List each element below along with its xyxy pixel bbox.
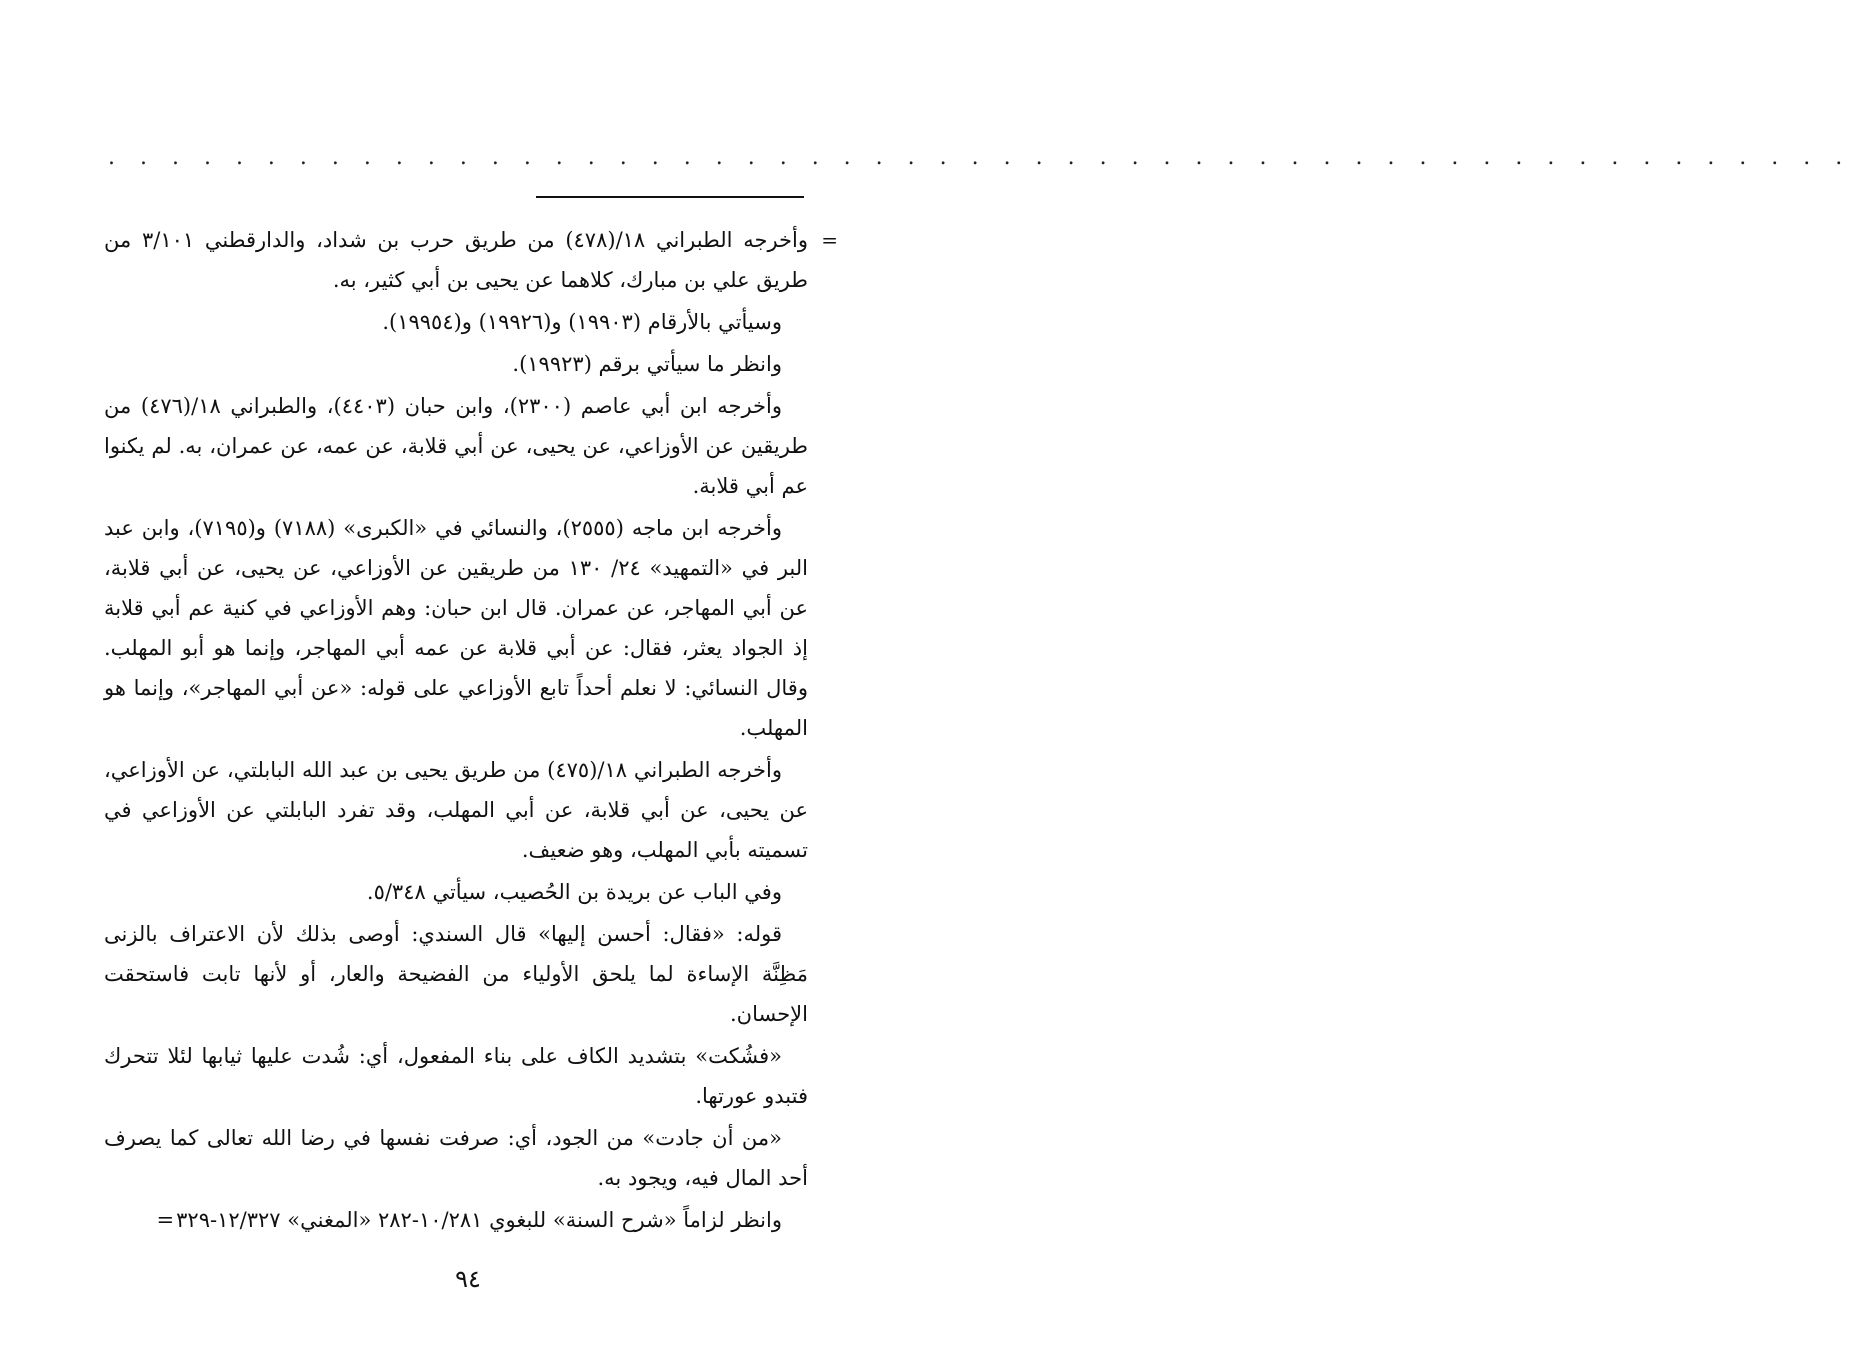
footnote-paragraph: وأخرجه ابن أبي عاصم (٢٣٠٠)، وابن حبان (٤٤٠٣)، والطبراني ١٨/(٤٧٦) من طريقين عن الأوزاعي، عن يحيى، عن أبي قلابة، عن عمه، عن عمران، به. لم يكنوا عم أبي قلابة. — [104, 394, 808, 498]
footnote-paragraph: وأخرجه الطبراني ١٨/(٤٧٥) من طريق يحيى بن عبد الله البابلتي، عن الأوزاعي، عن يحيى، عن أبي قلابة، عن أبي المهلب، وقد تفرد البابلتي عن الأوزاعي في تسميته بأبي المهلب، وهو ضعيف. — [104, 758, 808, 862]
footnote-paragraph: «فشُكت» بتشديد الكاف على بناء المفعول، أي: شُدت عليها ثيابها لئلا تتحرك فتبدو عورتها. — [104, 1044, 808, 1108]
footnote-rule — [536, 196, 804, 198]
footnote-paragraph: وفي الباب عن بريدة بن الحُصيب، سيأتي ٥/٣٤٨. — [366, 880, 782, 904]
footnote-paragraph: وانظر ما سيأتي برقم (١٩٩٢٣). — [512, 352, 782, 376]
paragraph-text: وأخرجه الطبراني ١٨/(٤٧٨) من طريق حرب بن شداد، والدارقطني ٣/١٠١ من طريق علي بن مبارك، كلاهما عن يحيى بن أبي كثير، به. — [104, 228, 809, 292]
footnote-paragraph: «من أن جادت» من الجود، أي: صرفت نفسها في رضا الله تعالى كما يصرف أحد المال فيه، ويجود به. — [104, 1126, 808, 1190]
footnote-paragraph: قوله: «فقال: أحسن إليها» قال السندي: أوصى بذلك لأن الاعتراف بالزنى مَظِنَّة الإساءة لما يلحق الأولياء من الفضيحة والعار، أو لأنها تابت فاستحقت الإحسان. — [104, 922, 808, 1026]
page-number: ٩٤ — [455, 1265, 481, 1293]
paragraph-text: وانظر لزاماً «شرح السنة» للبغوي ١٠/٢٨١-٢٨٢ «المغني» ١٢/٣٢٧-٣٢٩ — [176, 1208, 782, 1232]
footnote-paragraph: وأخرجه ابن ماجه (٢٥٥٥)، والنسائي في «الكبرى» (٧١٨٨) و(٧١٩٥)، وابن عبد البر في «التمهيد» ٢٤/ ١٣٠ من طريقين عن الأوزاعي، عن يحيى، عن أبي قلابة، عن أبي المهاجر، عن عمران. قال ابن حبان: وهم الأوزاعي في كنية عم أبي قلابة إذ الجواد يعثر، فقال: عن أبي قلابة عن عمه أبي المهاجر، وإنما هو أبو المهلب. وقال النسائي: لا نعلم أحداً تابع الأوزاعي على قوله: «عن أبي المهاجر»، وإنما هو المهلب. — [104, 516, 808, 740]
footnotes-block — [104, 220, 838, 1242]
footnote-paragraph — [104, 220, 838, 300]
footnote-paragraph — [104, 1200, 808, 1240]
footnote-paragraph: وسيأتي بالأرقام (١٩٩٠٣) و(١٩٩٢٦) و(١٩٩٥٤). — [382, 310, 782, 334]
continuation-end-mark: = — [156, 1208, 175, 1232]
dotted-separator: . . . . . . . . . . . . . . . . . . . . . . . . . . . . . . . . . . . . . . . . . . . . . . . . . . . . . . . — [108, 145, 1851, 170]
continuation-mark: = — [821, 228, 838, 252]
